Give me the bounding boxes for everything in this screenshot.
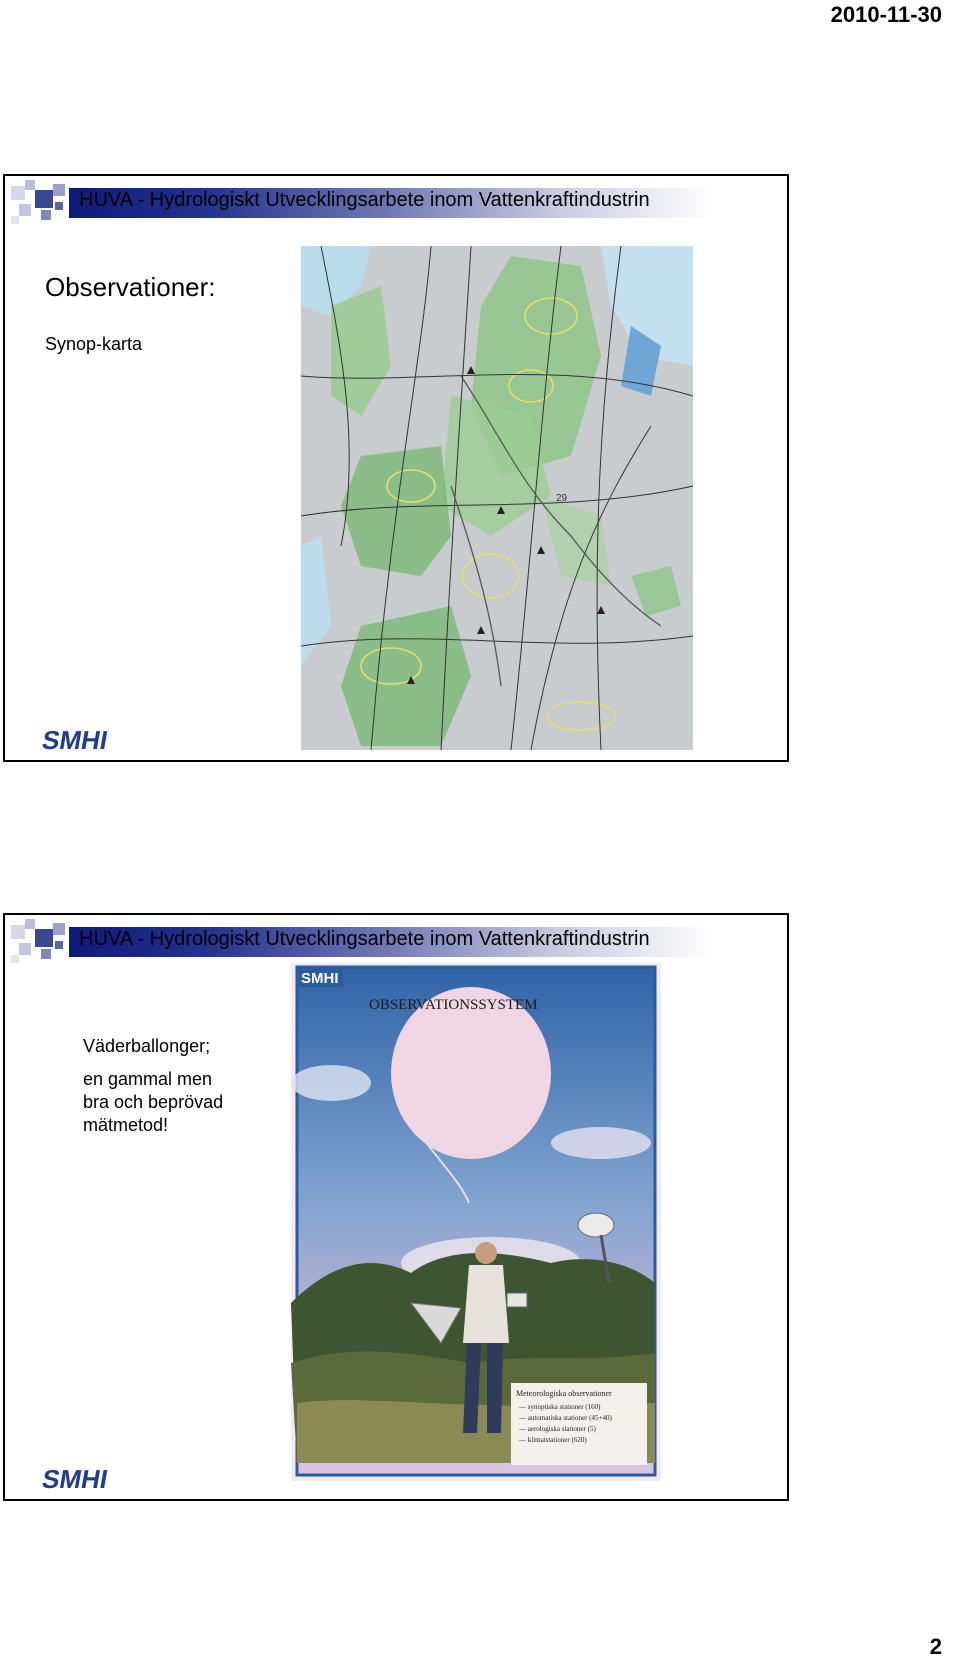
slide-title: Observationer:: [45, 272, 216, 302]
body-line: mätmetod!: [83, 1115, 169, 1135]
slide-2: [3, 913, 789, 1501]
smhi-logo: [39, 725, 111, 755]
slide-body-text: [83, 1035, 223, 1137]
header-title: HUVA - Hydrologiskt Utvecklingsarbete inom Vattenkraftindustrin: [79, 189, 650, 211]
slide-header: [5, 176, 787, 226]
observation-poster: [291, 963, 661, 1481]
body-lead: Väderballonger;: [83, 1036, 211, 1056]
poster-title: OBSERVATIONSSYSTEM: [369, 997, 538, 1013]
svg-text:SMHI: SMHI: [39, 1464, 111, 1494]
poster-legend-item: — klimatstationer (620): [519, 1436, 587, 1444]
slide-1: [3, 174, 789, 762]
header-squares-icon: [11, 180, 71, 228]
header-title: HUVA - Hydrologiskt Utvecklingsarbete inom Vattenkraftindustrin: [79, 928, 650, 950]
body-line: bra och beprövad: [83, 1092, 224, 1112]
synop-map: [301, 246, 693, 750]
svg-text:SMHI: SMHI: [39, 725, 111, 755]
page-number: 2: [929, 1634, 942, 1659]
map-isobar-label: 29: [556, 493, 568, 504]
poster-legend-item: — automatiska stationer (45+40): [519, 1414, 612, 1422]
slide-subtitle: Synop-karta: [45, 334, 143, 354]
slide-header: [5, 915, 787, 965]
body-line: en gammal men: [83, 1069, 213, 1089]
document-date: 2010-11-30: [830, 2, 942, 27]
header-squares-icon: [11, 919, 71, 967]
poster-logo: SMHI: [301, 970, 339, 987]
smhi-logo: [39, 1464, 111, 1494]
poster-legend-item: — synoptiska stationer (160): [519, 1403, 601, 1411]
poster-legend-item: — aerologiska stationer (5): [519, 1425, 596, 1433]
poster-legend-title: Meteorologiska observationer: [516, 1389, 612, 1398]
